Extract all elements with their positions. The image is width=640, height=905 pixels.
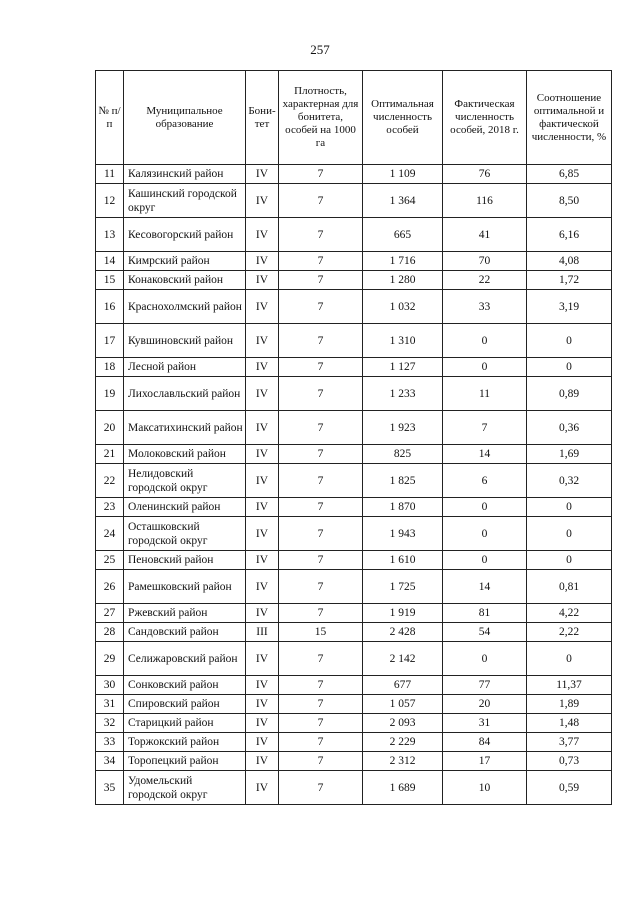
cell-bonitet: IV (246, 771, 279, 805)
cell-municipality: Кесовогорский район (124, 218, 246, 252)
table-row (96, 271, 612, 290)
cell-optimal: 1 943 (363, 517, 443, 551)
cell-optimal: 1 280 (363, 271, 443, 290)
cell-num: 29 (96, 642, 124, 676)
cell-actual: 0 (443, 642, 527, 676)
cell-bonitet: IV (246, 642, 279, 676)
cell-municipality: Сонковский район (124, 676, 246, 695)
cell-ratio: 11,37 (527, 676, 612, 695)
cell-municipality: Торжокский район (124, 733, 246, 752)
header-num: № п/п (96, 71, 124, 165)
table-row (96, 290, 612, 324)
cell-ratio: 1,48 (527, 714, 612, 733)
cell-optimal: 1 919 (363, 604, 443, 623)
table-row (96, 184, 612, 218)
cell-num: 22 (96, 464, 124, 498)
cell-ratio: 0,36 (527, 411, 612, 445)
cell-ratio: 0 (527, 358, 612, 377)
cell-bonitet: IV (246, 604, 279, 623)
cell-ratio: 1,72 (527, 271, 612, 290)
cell-optimal: 2 428 (363, 623, 443, 642)
cell-bonitet: IV (246, 570, 279, 604)
cell-municipality: Селижаровский район (124, 642, 246, 676)
cell-optimal: 1 057 (363, 695, 443, 714)
table-row (96, 642, 612, 676)
cell-ratio: 0 (527, 642, 612, 676)
cell-ratio: 0,81 (527, 570, 612, 604)
cell-actual: 10 (443, 771, 527, 805)
cell-num: 32 (96, 714, 124, 733)
cell-num: 34 (96, 752, 124, 771)
cell-ratio: 6,85 (527, 165, 612, 184)
cell-actual: 33 (443, 290, 527, 324)
cell-density: 7 (279, 695, 363, 714)
table-row (96, 733, 612, 752)
cell-density: 7 (279, 218, 363, 252)
cell-ratio: 0 (527, 498, 612, 517)
table-row (96, 411, 612, 445)
cell-num: 33 (96, 733, 124, 752)
cell-actual: 84 (443, 733, 527, 752)
cell-municipality: Конаковский район (124, 271, 246, 290)
cell-bonitet: IV (246, 752, 279, 771)
cell-municipality: Осташковский городской округ (124, 517, 246, 551)
cell-optimal: 1 310 (363, 324, 443, 358)
cell-num: 12 (96, 184, 124, 218)
cell-optimal: 1 032 (363, 290, 443, 324)
table-row (96, 570, 612, 604)
cell-ratio: 3,19 (527, 290, 612, 324)
table-header-row (96, 71, 612, 165)
cell-bonitet: IV (246, 445, 279, 464)
cell-municipality: Лихославльский район (124, 377, 246, 411)
cell-ratio: 3,77 (527, 733, 612, 752)
cell-actual: 0 (443, 551, 527, 570)
cell-bonitet: IV (246, 290, 279, 324)
cell-ratio: 0 (527, 517, 612, 551)
cell-actual: 11 (443, 377, 527, 411)
cell-num: 17 (96, 324, 124, 358)
cell-optimal: 1 870 (363, 498, 443, 517)
cell-num: 23 (96, 498, 124, 517)
cell-ratio: 8,50 (527, 184, 612, 218)
cell-density: 7 (279, 358, 363, 377)
cell-bonitet: IV (246, 358, 279, 377)
cell-bonitet: IV (246, 252, 279, 271)
cell-num: 30 (96, 676, 124, 695)
cell-density: 7 (279, 752, 363, 771)
cell-num: 28 (96, 623, 124, 642)
cell-municipality: Калязинский район (124, 165, 246, 184)
cell-density: 7 (279, 290, 363, 324)
cell-municipality: Кашинский городской округ (124, 184, 246, 218)
table-row (96, 464, 612, 498)
cell-ratio: 4,22 (527, 604, 612, 623)
cell-municipality: Спировский район (124, 695, 246, 714)
cell-density: 7 (279, 184, 363, 218)
cell-actual: 6 (443, 464, 527, 498)
cell-actual: 76 (443, 165, 527, 184)
cell-density: 7 (279, 464, 363, 498)
cell-optimal: 1 716 (363, 252, 443, 271)
cell-num: 20 (96, 411, 124, 445)
cell-num: 25 (96, 551, 124, 570)
table-row (96, 165, 612, 184)
cell-num: 31 (96, 695, 124, 714)
cell-actual: 20 (443, 695, 527, 714)
cell-actual: 0 (443, 517, 527, 551)
cell-density: 7 (279, 642, 363, 676)
header-municipality: Муниципальное образование (124, 71, 246, 165)
table-row (96, 445, 612, 464)
cell-actual: 54 (443, 623, 527, 642)
cell-density: 7 (279, 570, 363, 604)
cell-optimal: 2 093 (363, 714, 443, 733)
cell-optimal: 2 312 (363, 752, 443, 771)
cell-num: 26 (96, 570, 124, 604)
cell-municipality: Максатихинский район (124, 411, 246, 445)
cell-optimal: 677 (363, 676, 443, 695)
cell-ratio: 0,73 (527, 752, 612, 771)
table-row (96, 252, 612, 271)
cell-num: 18 (96, 358, 124, 377)
cell-bonitet: IV (246, 218, 279, 252)
cell-optimal: 1 233 (363, 377, 443, 411)
cell-num: 35 (96, 771, 124, 805)
cell-density: 7 (279, 324, 363, 358)
cell-density: 7 (279, 165, 363, 184)
cell-bonitet: IV (246, 714, 279, 733)
cell-optimal: 1 689 (363, 771, 443, 805)
cell-density: 7 (279, 498, 363, 517)
cell-bonitet: IV (246, 324, 279, 358)
cell-optimal: 2 229 (363, 733, 443, 752)
cell-municipality: Старицкий район (124, 714, 246, 733)
cell-actual: 0 (443, 498, 527, 517)
header-actual: Фактическая численность особей, 2018 г. (443, 71, 527, 165)
cell-num: 19 (96, 377, 124, 411)
cell-num: 24 (96, 517, 124, 551)
cell-municipality: Молоковский район (124, 445, 246, 464)
header-optimal: Оптимальная численность особей (363, 71, 443, 165)
cell-density: 15 (279, 623, 363, 642)
cell-optimal: 1 725 (363, 570, 443, 604)
population-table (95, 70, 612, 805)
cell-actual: 31 (443, 714, 527, 733)
cell-density: 7 (279, 411, 363, 445)
cell-bonitet: IV (246, 464, 279, 498)
cell-optimal: 825 (363, 445, 443, 464)
cell-optimal: 1 127 (363, 358, 443, 377)
cell-density: 7 (279, 377, 363, 411)
table-row (96, 771, 612, 805)
cell-municipality: Сандовский район (124, 623, 246, 642)
cell-actual: 77 (443, 676, 527, 695)
table-row (96, 358, 612, 377)
cell-municipality: Краснохолмский район (124, 290, 246, 324)
cell-num: 13 (96, 218, 124, 252)
cell-density: 7 (279, 604, 363, 623)
cell-bonitet: IV (246, 676, 279, 695)
table-row (96, 604, 612, 623)
cell-actual: 14 (443, 445, 527, 464)
cell-num: 15 (96, 271, 124, 290)
header-bonitet: Бони-тет (246, 71, 279, 165)
cell-actual: 41 (443, 218, 527, 252)
cell-municipality: Удомельский городской округ (124, 771, 246, 805)
cell-ratio: 0,89 (527, 377, 612, 411)
cell-municipality: Кувшиновский район (124, 324, 246, 358)
cell-actual: 116 (443, 184, 527, 218)
cell-municipality: Рамешковский район (124, 570, 246, 604)
cell-ratio: 1,89 (527, 695, 612, 714)
cell-municipality: Кимрский район (124, 252, 246, 271)
cell-density: 7 (279, 733, 363, 752)
cell-bonitet: IV (246, 271, 279, 290)
cell-actual: 0 (443, 358, 527, 377)
table-row (96, 714, 612, 733)
table-row (96, 623, 612, 642)
cell-bonitet: IV (246, 498, 279, 517)
cell-optimal: 1 109 (363, 165, 443, 184)
cell-bonitet: IV (246, 733, 279, 752)
cell-density: 7 (279, 252, 363, 271)
cell-density: 7 (279, 714, 363, 733)
cell-optimal: 1 825 (363, 464, 443, 498)
cell-bonitet: III (246, 623, 279, 642)
cell-ratio: 4,08 (527, 252, 612, 271)
cell-municipality: Оленинский район (124, 498, 246, 517)
cell-bonitet: IV (246, 551, 279, 570)
cell-municipality: Пеновский район (124, 551, 246, 570)
cell-num: 16 (96, 290, 124, 324)
cell-optimal: 665 (363, 218, 443, 252)
cell-bonitet: IV (246, 377, 279, 411)
cell-ratio: 2,22 (527, 623, 612, 642)
cell-actual: 81 (443, 604, 527, 623)
cell-municipality: Нелидовский городской округ (124, 464, 246, 498)
cell-ratio: 0 (527, 324, 612, 358)
cell-bonitet: IV (246, 517, 279, 551)
cell-density: 7 (279, 676, 363, 695)
table-row (96, 377, 612, 411)
page-number: 257 (310, 42, 330, 57)
cell-density: 7 (279, 271, 363, 290)
table-row (96, 517, 612, 551)
cell-optimal: 2 142 (363, 642, 443, 676)
cell-optimal: 1 610 (363, 551, 443, 570)
cell-bonitet: IV (246, 695, 279, 714)
header-density: Плотность, характерная для бонитета, особей на 1000 га (279, 71, 363, 165)
cell-num: 14 (96, 252, 124, 271)
cell-municipality: Лесной район (124, 358, 246, 377)
cell-actual: 70 (443, 252, 527, 271)
table-row (96, 695, 612, 714)
cell-num: 27 (96, 604, 124, 623)
table-row (96, 551, 612, 570)
table-row (96, 324, 612, 358)
cell-ratio: 0,59 (527, 771, 612, 805)
cell-actual: 7 (443, 411, 527, 445)
cell-actual: 0 (443, 324, 527, 358)
cell-density: 7 (279, 517, 363, 551)
header-ratio: Соотношение оптимальной и фактической численности, % (527, 71, 612, 165)
table-body (96, 165, 612, 805)
cell-ratio: 0,32 (527, 464, 612, 498)
table-row (96, 498, 612, 517)
cell-actual: 17 (443, 752, 527, 771)
cell-ratio: 0 (527, 551, 612, 570)
cell-ratio: 6,16 (527, 218, 612, 252)
cell-density: 7 (279, 771, 363, 805)
table-row (96, 752, 612, 771)
cell-municipality: Ржевский район (124, 604, 246, 623)
cell-actual: 22 (443, 271, 527, 290)
table-row (96, 676, 612, 695)
cell-bonitet: IV (246, 184, 279, 218)
cell-optimal: 1 923 (363, 411, 443, 445)
cell-bonitet: IV (246, 165, 279, 184)
cell-optimal: 1 364 (363, 184, 443, 218)
cell-ratio: 1,69 (527, 445, 612, 464)
table-row (96, 218, 612, 252)
cell-actual: 14 (443, 570, 527, 604)
cell-density: 7 (279, 551, 363, 570)
cell-density: 7 (279, 445, 363, 464)
cell-bonitet: IV (246, 411, 279, 445)
cell-num: 11 (96, 165, 124, 184)
cell-num: 21 (96, 445, 124, 464)
cell-municipality: Торопецкий район (124, 752, 246, 771)
